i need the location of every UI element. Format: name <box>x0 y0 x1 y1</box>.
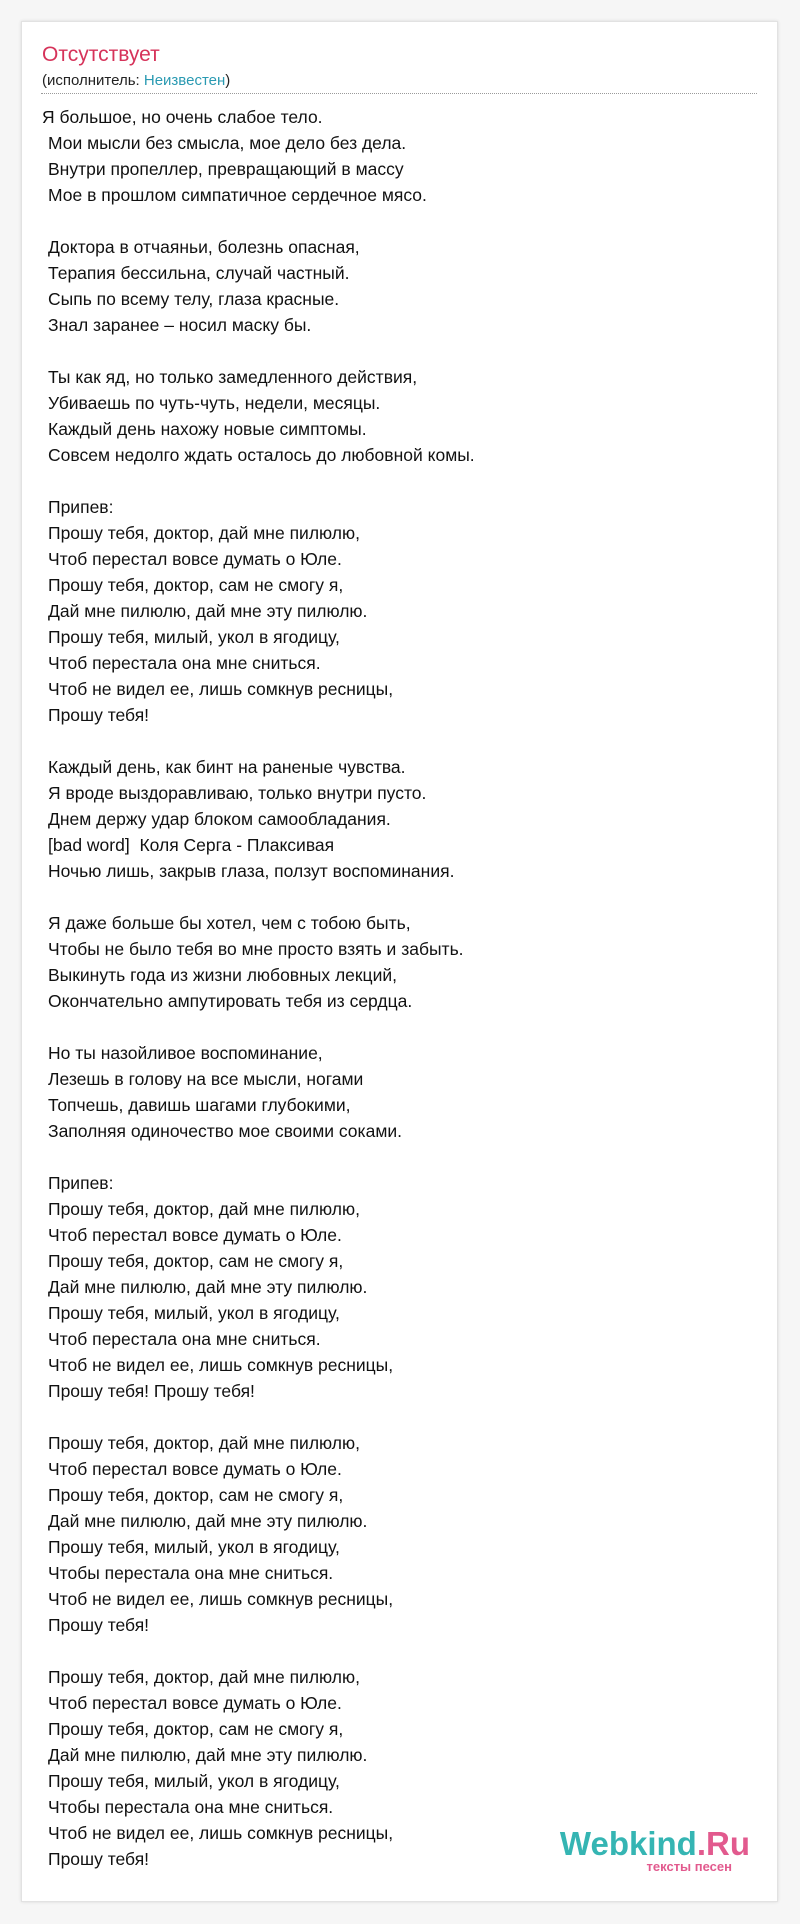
lyric-line: Заполняя одиночество мое своими соками. <box>48 1121 402 1141</box>
lyric-line: Чтоб перестал вовсе думать о Юле. <box>48 549 342 569</box>
lyric-line: Чтоб не видел ее, лишь сомкнув ресницы, <box>48 679 394 699</box>
lyric-line: Прошу тебя, доктор, сам не смогу я, <box>48 1251 344 1271</box>
lyric-line: Чтобы перестала она мне сниться. <box>48 1563 334 1583</box>
lyric-line: Я большое, но очень слабое тело. <box>42 107 323 127</box>
lyric-line: Днем держу удар блоком самообладания. <box>48 809 391 829</box>
lyric-line: Припев: <box>48 497 114 517</box>
lyric-line: Дай мне пилюлю, дай мне эту пилюлю. <box>48 601 368 621</box>
lyric-line: Чтоб перестал вовсе думать о Юле. <box>48 1693 342 1713</box>
lyric-line: Убиваешь по чуть-чуть, недели, месяцы. <box>48 393 381 413</box>
lyric-line: Доктора в отчаяньи, болезнь опасная, <box>48 237 360 257</box>
lyric-line: Лезешь в голову на все мысли, ногами <box>48 1069 364 1089</box>
lyric-line: Совсем недолго ждать осталось до любовной комы. <box>48 445 475 465</box>
lyric-line: Прошу тебя, доктор, дай мне пилюлю, <box>48 1433 360 1453</box>
artist-line <box>42 72 230 90</box>
lyric-line: Прошу тебя! <box>48 1849 150 1869</box>
lyric-line: Сыпь по всему телу, глаза красные. <box>48 289 340 309</box>
lyric-line: Прошу тебя, милый, укол в ягодицу, <box>48 1303 340 1323</box>
lyric-line: Прошу тебя, доктор, сам не смогу я, <box>48 1719 344 1739</box>
lyric-line: Каждый день нахожу новые симптомы. <box>48 419 367 439</box>
lyric-line: Прошу тебя! <box>48 1615 150 1635</box>
logo-name: Webkind <box>559 1825 697 1862</box>
title-divider <box>41 93 757 94</box>
lyric-line: Ты как яд, но только замедленного действия, <box>48 367 418 387</box>
lyric-blank-line <box>42 728 762 754</box>
lyric-line: Прошу тебя, доктор, сам не смогу я, <box>48 575 344 595</box>
lyric-line: Топчешь, давишь шагами глубокими, <box>48 1095 351 1115</box>
song-title: Отсутствует <box>42 43 160 66</box>
lyric-line: Чтоб не видел ее, лишь сомкнув ресницы, <box>48 1589 394 1609</box>
lyric-line: Чтоб перестал вовсе думать о Юле. <box>48 1225 342 1245</box>
lyric-line: Прошу тебя, милый, укол в ягодицу, <box>48 627 340 647</box>
artist-prefix: (исполнитель: <box>42 72 144 89</box>
logo-domain: .Ru <box>696 1825 750 1862</box>
lyric-line: Внутри пропеллер, превращающий в массу <box>48 159 404 179</box>
lyric-line: Каждый день, как бинт на раненые чувства. <box>48 757 406 777</box>
lyric-line: Выкинуть года из жизни любовных лекций, <box>48 965 397 985</box>
lyric-line: Прошу тебя! Прошу тебя! <box>48 1381 255 1401</box>
lyrics-body <box>42 104 762 1872</box>
lyric-blank-line <box>42 1144 762 1170</box>
lyric-line: [bad word] Коля Серга - Плаксивая <box>48 835 335 855</box>
lyric-blank-line <box>42 884 762 910</box>
lyric-line: Чтоб перестал вовсе думать о Юле. <box>48 1459 342 1479</box>
lyric-line: Чтобы не было тебя во мне просто взять и забыть. <box>48 939 464 959</box>
lyric-blank-line <box>42 208 762 234</box>
lyric-line: Знал заранее – носил маску бы. <box>48 315 312 335</box>
lyric-line: Чтобы перестала она мне сниться. <box>48 1797 334 1817</box>
lyric-line: Припев: <box>48 1173 114 1193</box>
lyric-line: Прошу тебя, милый, укол в ягодицу, <box>48 1537 340 1557</box>
site-logo[interactable] <box>560 1825 750 1879</box>
lyric-blank-line <box>42 1638 762 1664</box>
lyric-blank-line <box>42 1014 762 1040</box>
lyric-blank-line <box>42 338 762 364</box>
lyric-line: Дай мне пилюлю, дай мне эту пилюлю. <box>48 1277 368 1297</box>
lyric-line: Дай мне пилюлю, дай мне эту пилюлю. <box>48 1745 368 1765</box>
lyric-blank-line <box>42 468 762 494</box>
lyric-line: Чтоб не видел ее, лишь сомкнув ресницы, <box>48 1355 394 1375</box>
lyric-line: Чтоб перестала она мне сниться. <box>48 1329 321 1349</box>
logo-wordmark <box>560 1825 750 1863</box>
lyric-line: Прошу тебя, доктор, дай мне пилюлю, <box>48 523 360 543</box>
lyric-line: Я вроде выздоравливаю, только внутри пусто. <box>48 783 427 803</box>
lyrics-card <box>21 21 778 1902</box>
lyric-line: Прошу тебя, доктор, дай мне пилюлю, <box>48 1199 360 1219</box>
lyric-line: Чтоб не видел ее, лишь сомкнув ресницы, <box>48 1823 394 1843</box>
lyric-line: Прошу тебя, милый, укол в ягодицу, <box>48 1771 340 1791</box>
lyric-line: Мои мысли без смысла, мое дело без дела. <box>48 133 407 153</box>
lyric-line: Прошу тебя, доктор, сам не смогу я, <box>48 1485 344 1505</box>
lyric-line: Мое в прошлом симпатичное сердечное мясо. <box>48 185 427 205</box>
artist-link[interactable]: Неизвестен <box>143 72 226 89</box>
lyric-line: Дай мне пилюлю, дай мне эту пилюлю. <box>48 1511 368 1531</box>
lyric-line: Прошу тебя, доктор, дай мне пилюлю, <box>48 1667 360 1687</box>
lyric-line: Прошу тебя! <box>48 705 150 725</box>
lyric-line: Я даже больше бы хотел, чем с тобою быть, <box>48 913 411 933</box>
lyric-line: Окончательно ампутировать тебя из сердца. <box>48 991 413 1011</box>
artist-suffix: ) <box>225 72 231 89</box>
logo-tagline: тексты песен <box>646 1859 732 1874</box>
lyric-line: Но ты назойливое воспоминание, <box>48 1043 323 1063</box>
lyric-line: Терапия бессильна, случай частный. <box>48 263 350 283</box>
lyric-blank-line <box>42 1404 762 1430</box>
lyric-line: Ночью лишь, закрыв глаза, ползут воспоминания. <box>48 861 455 881</box>
lyric-line: Чтоб перестала она мне сниться. <box>48 653 321 673</box>
